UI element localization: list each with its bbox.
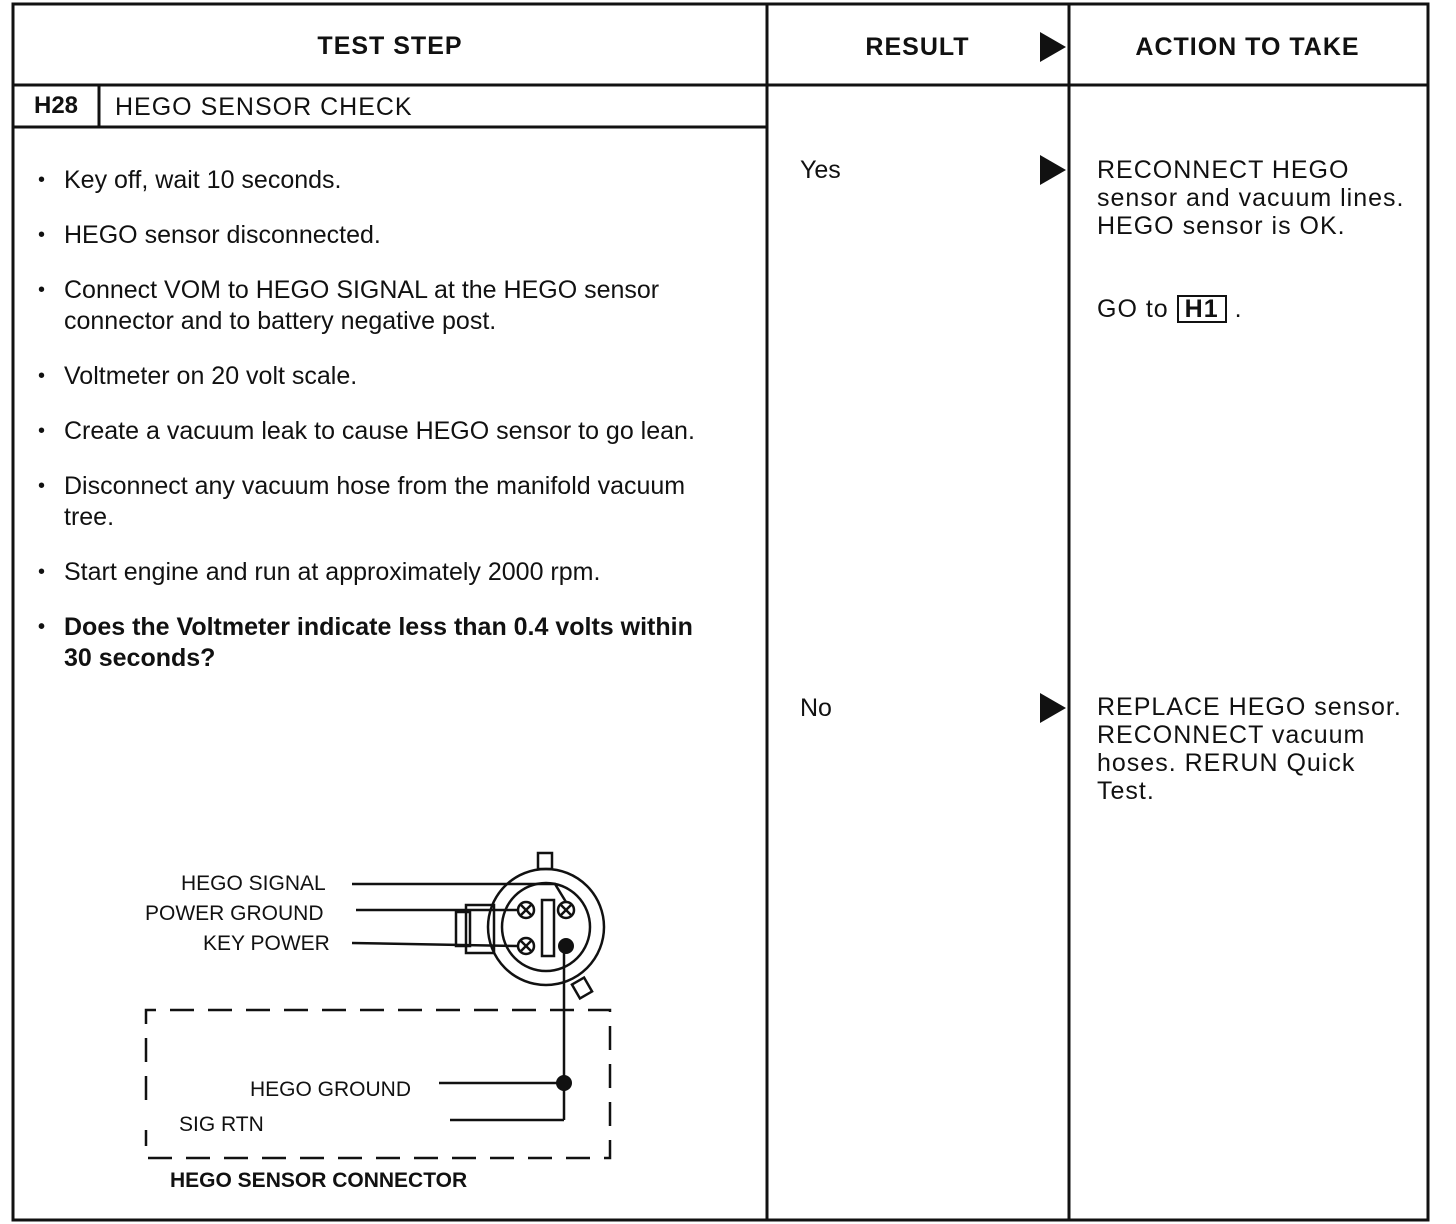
step-bullet: • Connect VOM to HEGO SIGNAL at the HEGO sensor connector and to battery negative post.: [38, 275, 684, 337]
label-key-power: KEY POWER: [203, 932, 330, 955]
step-bullet: • HEGO sensor disconnected.: [38, 220, 738, 251]
action-yes: RECONNECT HEGO sensor and vacuum lines. HEGO sensor is OK.: [1097, 156, 1405, 240]
step-bullet: • Start engine and run at approximately 2000 rpm.: [38, 557, 738, 588]
step-bullet: • Disconnect any vacuum hose from the manifold vacuum tree.: [38, 471, 704, 533]
header-test-step: TEST STEP: [317, 32, 463, 60]
label-power-ground: POWER GROUND: [145, 902, 324, 925]
label-hego-signal: HEGO SIGNAL: [181, 872, 326, 895]
step-bullet: • Create a vacuum leak to cause HEGO sensor to go lean.: [38, 416, 704, 447]
step-question: • Does the Voltmeter indicate less than 0.4 volts within 30 seconds?: [38, 612, 724, 674]
action-no: REPLACE HEGO sensor. RECONNECT vacuum hoses. RERUN Quick Test.: [1097, 693, 1402, 805]
diagram-caption: HEGO SENSOR CONNECTOR: [170, 1169, 468, 1192]
goto-suffix: .: [1234, 295, 1243, 323]
goto-prefix: GO to: [1097, 295, 1169, 323]
goto-ref-h1[interactable]: H1: [1177, 295, 1227, 323]
label-sig-rtn: SIG RTN: [179, 1113, 264, 1136]
header-result: RESULT: [865, 33, 970, 61]
step-bullet: • Voltmeter on 20 volt scale.: [38, 361, 738, 392]
result-no: No: [800, 694, 832, 722]
step-bullet: • Key off, wait 10 seconds.: [38, 165, 738, 196]
result-yes: Yes: [800, 156, 841, 184]
step-title: HEGO SENSOR CHECK: [115, 93, 413, 121]
step-code: H28: [33, 92, 79, 119]
header-action: ACTION TO TAKE: [1135, 33, 1360, 61]
label-hego-ground: HEGO GROUND: [250, 1078, 412, 1101]
